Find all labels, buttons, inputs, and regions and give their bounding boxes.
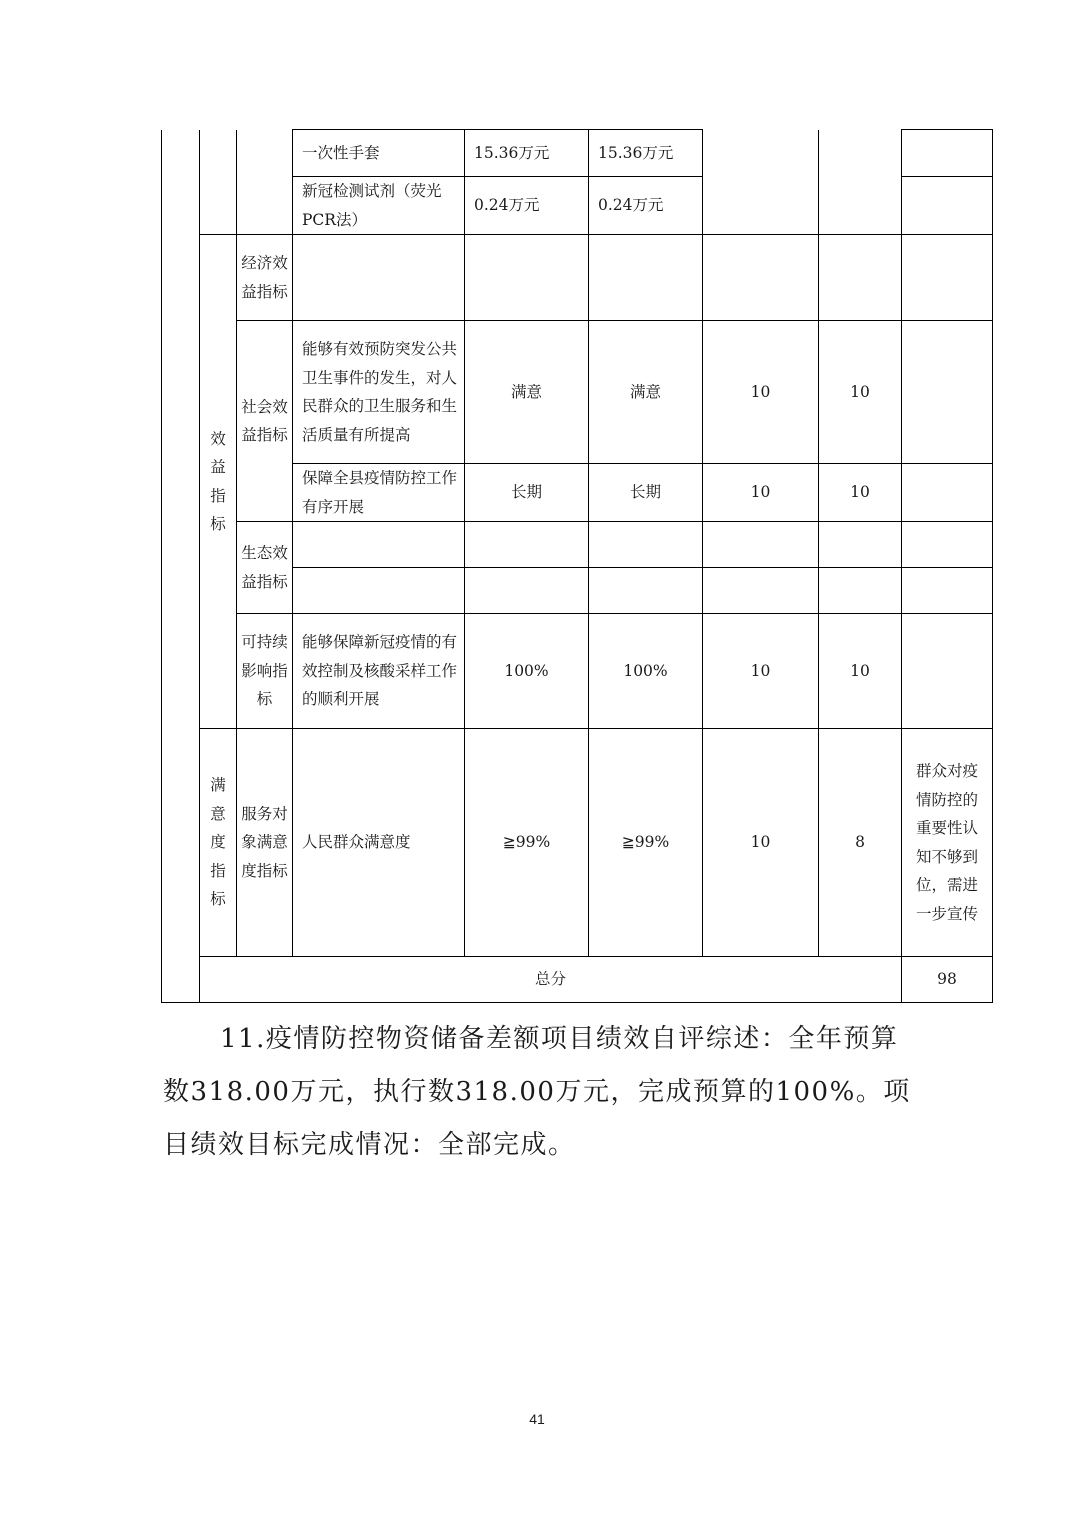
actual-value: 满意 [589,321,703,464]
indicator-item [293,235,465,321]
note-cell [902,177,993,235]
score-cell [819,130,902,235]
total-score: 98 [902,957,993,1003]
actual-value: 长期 [589,464,703,522]
summary-paragraph: 11.疫情防控物资储备差额项目绩效自评综述：全年预算数318.00万元，执行数318.00万元，完成预算的100%。项目绩效目标完成情况：全部完成。 [163,1024,911,1160]
note-cell [902,321,993,464]
social-benefit-label: 社会效益指标 [237,321,293,522]
indicator-item [293,522,465,568]
outer-category-cell [162,130,200,1003]
actual-value [589,522,703,568]
page-number: 41 [529,1411,545,1427]
deduction-note: 群众对疫情防控的重要性认知不够到位，需进一步宣传 [902,729,993,957]
service-satisfaction-label: 服务对象满意度指标 [237,729,293,957]
score-cell [819,235,902,321]
indicator-item: 新冠检测试剂（荧光PCR法） [293,177,465,235]
actual-value: 0.24万元 [589,177,703,235]
actual-value: 100% [589,614,703,729]
note-cell [902,614,993,729]
target-value: 0.24万元 [465,177,589,235]
indicator-item: 一次性手套 [293,130,465,177]
indicator-item: 保障全县疫情防控工作有序开展 [293,464,465,522]
sustainable-impact-label: 可持续影响指标 [237,614,293,729]
indicator-item: 能够保障新冠疫情的有效控制及核酸采样工作的顺利开展 [293,614,465,729]
weight-cell [703,130,819,235]
score-cell [819,568,902,614]
score-value: 10 [819,464,902,522]
note-cell [902,235,993,321]
output-subcategory-cell [237,130,293,235]
satisfaction-category-label: 满意度指标 [200,729,237,957]
weight-value: 10 [703,614,819,729]
target-value [465,235,589,321]
weight-value: 10 [703,464,819,522]
score-value: 10 [819,614,902,729]
output-category-cell [200,130,237,235]
note-cell [902,522,993,568]
target-value: ≧99% [465,729,589,957]
indicator-item: 能够有效预防突发公共卫生事件的发生，对人民群众的卫生服务和生活质量有所提高 [293,321,465,464]
target-value: 长期 [465,464,589,522]
ecological-benefit-label: 生态效益指标 [237,522,293,614]
indicator-item: 人民群众满意度 [293,729,465,957]
actual-value: ≧99% [589,729,703,957]
actual-value [589,568,703,614]
indicator-item [293,568,465,614]
note-cell [902,130,993,177]
weight-cell [703,522,819,568]
note-cell [902,568,993,614]
score-value: 10 [819,321,902,464]
target-value: 100% [465,614,589,729]
weight-cell [703,568,819,614]
note-cell [902,464,993,522]
target-value: 15.36万元 [465,130,589,177]
benefit-category-label: 效益指标 [200,235,237,729]
economic-benefit-label: 经济效益指标 [237,235,293,321]
target-value: 满意 [465,321,589,464]
score-cell [819,522,902,568]
target-value [465,568,589,614]
performance-table [161,129,993,1003]
target-value [465,522,589,568]
weight-value: 10 [703,729,819,957]
actual-value: 15.36万元 [589,130,703,177]
weight-value: 10 [703,321,819,464]
actual-value [589,235,703,321]
total-label: 总分 [200,957,902,1003]
score-value: 8 [819,729,902,957]
weight-cell [703,235,819,321]
